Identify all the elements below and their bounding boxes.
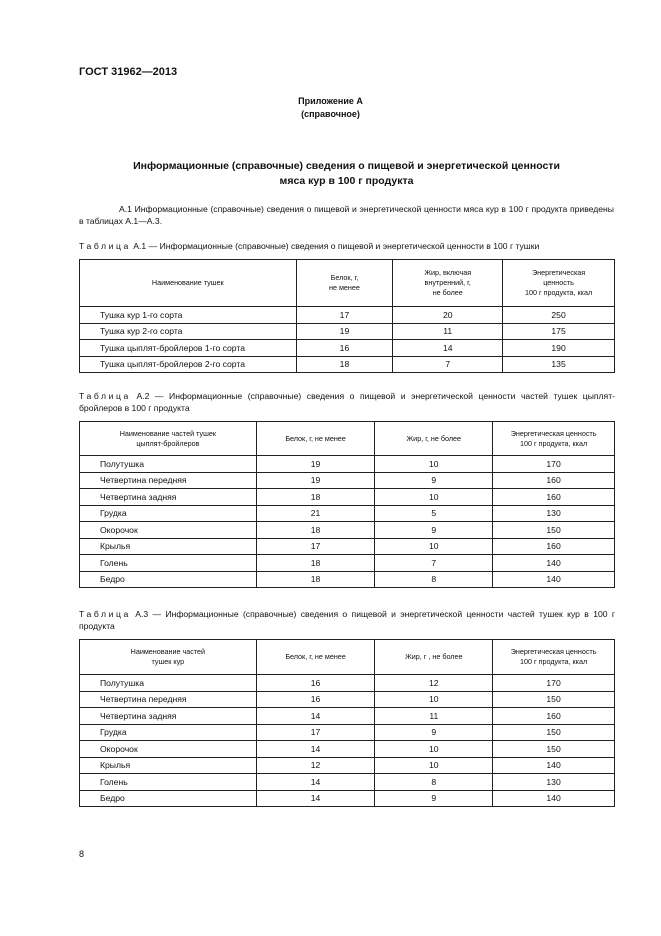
page-number: 8 xyxy=(79,849,85,859)
value-cell: 14 xyxy=(256,708,375,725)
value-cell: 150 xyxy=(493,724,615,741)
table-row xyxy=(80,774,615,791)
table-a1 xyxy=(79,259,615,373)
value-cell: 12 xyxy=(256,757,375,774)
table3-body xyxy=(80,675,615,807)
value-cell: 160 xyxy=(493,538,615,555)
value-cell: 14 xyxy=(256,790,375,807)
intro-paragraph: А.1 Информационные (справочные) сведения о пищевой и энергетической ценности мяса кур в 100 г продукта приведены в таблицах А.1—А.3. xyxy=(79,204,614,226)
value-cell: 18 xyxy=(256,489,375,506)
table2-caption xyxy=(79,390,615,414)
value-cell: 16 xyxy=(256,675,375,692)
table1-caption xyxy=(79,240,615,252)
table1-header-cell xyxy=(296,260,393,307)
table2-caption-text: А.2 — Информационные (справочные) сведения о пищевой и энергетической ценности частей тушек цыплят-бройлеров в 100 г продукта xyxy=(79,391,615,413)
value-cell: 130 xyxy=(493,505,615,522)
table-row xyxy=(80,555,615,572)
value-cell: 135 xyxy=(503,356,615,373)
value-cell: 7 xyxy=(375,555,493,572)
value-cell: 175 xyxy=(503,323,615,340)
value-cell: 160 xyxy=(493,472,615,489)
table-a3 xyxy=(79,639,615,807)
table3-header-line: Энергетическая ценность xyxy=(510,647,597,656)
table3-header-cell xyxy=(375,640,493,675)
table-row xyxy=(80,538,615,555)
table2-header-cell xyxy=(80,422,257,456)
table2-header-row xyxy=(80,422,615,456)
table2-header-line: цыплят-бройлеров xyxy=(136,438,200,448)
section-title xyxy=(79,159,614,189)
table-row xyxy=(80,522,615,539)
table3-header-cell xyxy=(256,640,375,675)
value-cell: 250 xyxy=(503,307,615,324)
table-row xyxy=(80,675,615,692)
table2-header-cell xyxy=(375,422,493,456)
value-cell: 10 xyxy=(375,757,493,774)
table2-header-line: Энергетическая ценность xyxy=(510,428,597,438)
row-name-cell: Четвертина передняя xyxy=(80,472,257,489)
table-row xyxy=(80,724,615,741)
table1-header-row xyxy=(80,260,615,307)
value-cell: 12 xyxy=(375,675,493,692)
table1-header-cell xyxy=(503,260,615,307)
value-cell: 170 xyxy=(493,456,615,473)
value-cell: 160 xyxy=(493,489,615,506)
value-cell: 10 xyxy=(375,456,493,473)
table-a2 xyxy=(79,421,615,588)
value-cell: 11 xyxy=(375,708,493,725)
row-name-cell: Полутушка xyxy=(80,456,257,473)
value-cell: 150 xyxy=(493,522,615,539)
value-cell: 160 xyxy=(493,708,615,725)
value-cell: 130 xyxy=(493,774,615,791)
table1-header-line: не менее xyxy=(329,283,360,292)
appendix-title: Приложение А xyxy=(298,96,363,106)
row-name-cell: Крылья xyxy=(80,538,257,555)
table3-header-cell xyxy=(80,640,257,675)
table-row xyxy=(80,691,615,708)
table2-caption-label: Таблица xyxy=(79,391,131,401)
table3-caption-text: А.3 — Информационные (справочные) сведения о пищевой и энергетической ценности частей тушек кур в 100 г продукта xyxy=(79,609,616,631)
value-cell: 17 xyxy=(256,538,375,555)
table2-header-cell xyxy=(493,422,615,456)
row-name-cell: Четвертина передняя xyxy=(80,691,257,708)
value-cell: 150 xyxy=(493,691,615,708)
section-title-line1: Информационные (справочные) сведения о пищевой и энергетической ценности xyxy=(133,160,560,172)
value-cell: 18 xyxy=(256,522,375,539)
value-cell: 7 xyxy=(393,356,503,373)
row-name-cell: Бедро xyxy=(80,571,257,588)
table-row xyxy=(80,323,615,340)
table2-header-line: Белок, г, не менее xyxy=(285,433,346,443)
table2-header-cell xyxy=(256,422,375,456)
value-cell: 140 xyxy=(493,571,615,588)
value-cell: 9 xyxy=(375,472,493,489)
row-name-cell: Грудка xyxy=(80,724,257,741)
value-cell: 5 xyxy=(375,505,493,522)
row-name-cell: Четвертина задняя xyxy=(80,708,257,725)
value-cell: 14 xyxy=(256,741,375,758)
table-row xyxy=(80,505,615,522)
value-cell: 18 xyxy=(296,356,393,373)
table3-header-line: Жир, г , не более xyxy=(405,652,463,661)
table1-header-line: Наименование тушек xyxy=(151,278,224,287)
row-name-cell: Крылья xyxy=(80,757,257,774)
table-row xyxy=(80,356,615,373)
value-cell: 20 xyxy=(393,307,503,324)
table3-header-row xyxy=(80,640,615,675)
value-cell: 8 xyxy=(375,774,493,791)
table1-header-cell xyxy=(80,260,297,307)
value-cell: 150 xyxy=(493,741,615,758)
row-name-cell: Окорочок xyxy=(80,741,257,758)
value-cell: 170 xyxy=(493,675,615,692)
row-name-cell: Голень xyxy=(80,774,257,791)
value-cell: 18 xyxy=(256,555,375,572)
table2-header-line: Наименование частей тушек xyxy=(119,428,216,438)
table-row xyxy=(80,489,615,506)
value-cell: 11 xyxy=(393,323,503,340)
table3-caption xyxy=(79,608,615,632)
value-cell: 18 xyxy=(256,571,375,588)
table1-header-line: Жир, включая xyxy=(424,268,472,277)
table-row xyxy=(80,741,615,758)
table-row xyxy=(80,571,615,588)
row-name-cell: Тушка цыплят-бройлеров 1-го сорта xyxy=(80,340,297,357)
value-cell: 17 xyxy=(296,307,393,324)
value-cell: 9 xyxy=(375,522,493,539)
table3-header-line: 100 г продукта, ккал xyxy=(519,657,588,666)
table-row xyxy=(80,340,615,357)
row-name-cell: Тушка цыплят-бройлеров 2-го сорта xyxy=(80,356,297,373)
row-name-cell: Окорочок xyxy=(80,522,257,539)
table-row xyxy=(80,708,615,725)
table-row xyxy=(80,790,615,807)
value-cell: 16 xyxy=(296,340,393,357)
value-cell: 19 xyxy=(256,472,375,489)
value-cell: 10 xyxy=(375,691,493,708)
table1-header-line: Энергетическая xyxy=(531,268,586,277)
row-name-cell: Тушка кур 1-го сорта xyxy=(80,307,297,324)
table1-body xyxy=(80,307,615,373)
row-name-cell: Грудка xyxy=(80,505,257,522)
table3-header-cell xyxy=(493,640,615,675)
table2-header-line: Жир, г, не более xyxy=(406,433,462,443)
table-row xyxy=(80,757,615,774)
appendix-note: (справочное) xyxy=(301,109,360,119)
row-name-cell: Тушка кур 2-го сорта xyxy=(80,323,297,340)
value-cell: 9 xyxy=(375,724,493,741)
value-cell: 8 xyxy=(375,571,493,588)
row-name-cell: Полутушка xyxy=(80,675,257,692)
table1-header-line: 100 г продукта, ккал xyxy=(524,288,593,297)
document-code: ГОСТ 31962—2013 xyxy=(79,66,178,78)
value-cell: 140 xyxy=(493,790,615,807)
value-cell: 16 xyxy=(256,691,375,708)
row-name-cell: Четвертина задняя xyxy=(80,489,257,506)
value-cell: 10 xyxy=(375,538,493,555)
table1-header-line: не более xyxy=(432,288,463,297)
table1-caption-text: А.1 — Информационные (справочные) сведения о пищевой и энергетической ценности в 100 г тушки xyxy=(133,241,540,251)
table1-header-line: внутренний, г, xyxy=(424,278,471,287)
table3-caption-label: Таблица xyxy=(79,609,131,619)
value-cell: 19 xyxy=(296,323,393,340)
value-cell: 17 xyxy=(256,724,375,741)
row-name-cell: Голень xyxy=(80,555,257,572)
row-name-cell: Бедро xyxy=(80,790,257,807)
table-row xyxy=(80,472,615,489)
table1-header-line: Белок, г, xyxy=(330,273,359,282)
table2-header-line: 100 г продукта, ккал xyxy=(519,438,588,448)
value-cell: 14 xyxy=(393,340,503,357)
value-cell: 190 xyxy=(503,340,615,357)
table2-body xyxy=(80,456,615,588)
table-row xyxy=(80,456,615,473)
value-cell: 21 xyxy=(256,505,375,522)
value-cell: 10 xyxy=(375,741,493,758)
value-cell: 140 xyxy=(493,757,615,774)
table1-caption-label: Таблица xyxy=(79,241,131,251)
table1-header-line: ценность xyxy=(543,278,574,287)
table-row xyxy=(80,307,615,324)
value-cell: 14 xyxy=(256,774,375,791)
value-cell: 9 xyxy=(375,790,493,807)
table1-header-cell xyxy=(393,260,503,307)
table3-header-line: Белок, г, не менее xyxy=(285,652,346,661)
table3-header-line: тушек кур xyxy=(151,657,185,666)
table3-header-line: Наименование частей xyxy=(130,647,206,656)
value-cell: 140 xyxy=(493,555,615,572)
value-cell: 19 xyxy=(256,456,375,473)
section-title-line2: мяса кур в 100 г продукта xyxy=(279,175,414,187)
value-cell: 10 xyxy=(375,489,493,506)
